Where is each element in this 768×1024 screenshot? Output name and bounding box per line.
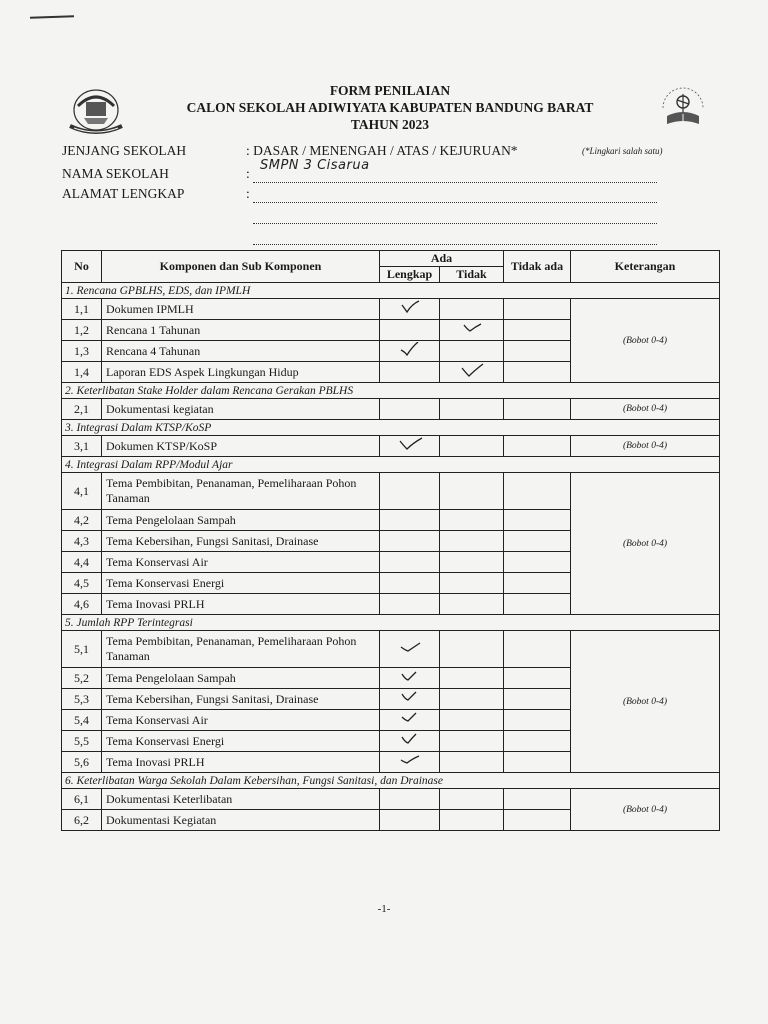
tidak-ada-cell[interactable] bbox=[504, 594, 571, 615]
checkmark-icon bbox=[397, 711, 423, 725]
lengkap-cell[interactable] bbox=[380, 710, 440, 731]
table-row bbox=[62, 473, 720, 510]
lengkap-cell[interactable] bbox=[380, 810, 440, 831]
tidak-cell[interactable] bbox=[440, 510, 504, 531]
row-no: 1,3 bbox=[62, 341, 102, 362]
keterangan-cell: (Bobot 0-4) bbox=[571, 789, 720, 831]
tidak-ada-cell[interactable] bbox=[504, 362, 571, 383]
col-keterangan-header: Keterangan bbox=[571, 251, 720, 283]
row-no: 4,1 bbox=[62, 473, 102, 510]
table-row bbox=[62, 436, 720, 457]
col-ada-header: Ada bbox=[380, 251, 504, 267]
tidak-ada-cell[interactable] bbox=[504, 631, 571, 668]
checkmark-icon bbox=[397, 300, 423, 314]
checkmark-icon bbox=[397, 753, 423, 767]
row-no: 5,4 bbox=[62, 710, 102, 731]
tidak-cell[interactable] bbox=[440, 341, 504, 362]
col-no-header: No bbox=[62, 251, 102, 283]
tidak-cell[interactable] bbox=[440, 731, 504, 752]
tidak-ada-cell[interactable] bbox=[504, 731, 571, 752]
tidak-ada-cell[interactable] bbox=[504, 473, 571, 510]
row-no: 5,5 bbox=[62, 731, 102, 752]
lengkap-cell[interactable] bbox=[380, 299, 440, 320]
keterangan-cell: (Bobot 0-4) bbox=[571, 436, 720, 457]
tidak-ada-cell[interactable] bbox=[504, 399, 571, 420]
lengkap-cell[interactable] bbox=[380, 473, 440, 510]
header-row-1 bbox=[62, 251, 720, 267]
tidak-cell[interactable] bbox=[440, 573, 504, 594]
tidak-cell[interactable] bbox=[440, 473, 504, 510]
lengkap-cell[interactable] bbox=[380, 631, 440, 668]
row-label: Tema Inovasi PRLH bbox=[102, 594, 380, 615]
tidak-cell[interactable] bbox=[440, 631, 504, 668]
col-tidak-ada-header: Tidak ada bbox=[504, 251, 571, 283]
row-label: Dokumen KTSP/KoSP bbox=[102, 436, 380, 457]
header-year: TAHUN 2023 bbox=[350, 117, 430, 132]
row-no: 5,2 bbox=[62, 668, 102, 689]
tidak-cell[interactable] bbox=[440, 531, 504, 552]
tidak-cell[interactable] bbox=[440, 399, 504, 420]
row-label: Tema Konservasi Energi bbox=[102, 731, 380, 752]
col-lengkap-header: Lengkap bbox=[380, 267, 440, 283]
page-number: -1- bbox=[377, 903, 391, 915]
tidak-ada-cell[interactable] bbox=[504, 552, 571, 573]
row-label: Tema Konservasi Air bbox=[102, 710, 380, 731]
tidak-cell[interactable] bbox=[440, 594, 504, 615]
col-komponen-header: Komponen dan Sub Komponen bbox=[102, 251, 380, 283]
checkmark-icon bbox=[397, 732, 423, 746]
tidak-ada-cell[interactable] bbox=[504, 436, 571, 457]
row-label: Dokumen IPMLH bbox=[102, 299, 380, 320]
row-label: Tema Pengelolaan Sampah bbox=[102, 668, 380, 689]
form-header bbox=[140, 82, 640, 133]
section-row bbox=[62, 420, 720, 436]
row-no: 1,4 bbox=[62, 362, 102, 383]
row-no: 1,2 bbox=[62, 320, 102, 341]
tidak-cell[interactable] bbox=[440, 689, 504, 710]
checkmark-icon bbox=[397, 690, 423, 704]
row-no: 2,1 bbox=[62, 399, 102, 420]
row-label: Dokumentasi kegiatan bbox=[102, 399, 380, 420]
checkmark-icon bbox=[397, 342, 423, 356]
nama-dotted-line bbox=[253, 181, 657, 183]
col-tidak-header: Tidak bbox=[440, 267, 504, 283]
section-title-6: 6. Keterlibatan Warga Sekolah Dalam Kebersihan, Fungsi Sanitasi, dan Drainase bbox=[62, 773, 720, 789]
row-no: 4,3 bbox=[62, 531, 102, 552]
tidak-ada-cell[interactable] bbox=[504, 341, 571, 362]
row-no: 3,1 bbox=[62, 436, 102, 457]
tidak-cell[interactable] bbox=[440, 320, 504, 341]
bandung-barat-emblem-icon bbox=[66, 84, 126, 138]
row-no: 4,2 bbox=[62, 510, 102, 531]
row-label: Laporan EDS Aspek Lingkungan Hidup bbox=[102, 362, 380, 383]
section-title-2: 2. Keterlibatan Stake Holder dalam Rencana Gerakan PBLHS bbox=[62, 383, 720, 399]
lengkap-cell[interactable] bbox=[380, 668, 440, 689]
lengkap-cell[interactable] bbox=[380, 689, 440, 710]
header-subtitle: CALON SEKOLAH ADIWIYATA KABUPATEN BANDUNG BARAT bbox=[186, 100, 594, 115]
nama-prefix: : bbox=[246, 166, 250, 181]
nama-label: NAMA SEKOLAH bbox=[62, 166, 169, 181]
row-no: 5,1 bbox=[62, 631, 102, 668]
lengkap-cell[interactable] bbox=[380, 552, 440, 573]
row-label: Tema Pengelolaan Sampah bbox=[102, 510, 380, 531]
tidak-ada-cell[interactable] bbox=[504, 299, 571, 320]
header-title: FORM PENILAIAN bbox=[329, 83, 451, 98]
checkmark-icon bbox=[397, 437, 423, 451]
lengkap-cell[interactable] bbox=[380, 789, 440, 810]
alamat-dotted-line-2[interactable] bbox=[253, 222, 657, 224]
tidak-ada-cell[interactable] bbox=[504, 510, 571, 531]
adiwiyata-logo-icon bbox=[655, 78, 711, 134]
row-no: 6,2 bbox=[62, 810, 102, 831]
row-label: Rencana 1 Tahunan bbox=[102, 320, 380, 341]
lengkap-cell[interactable] bbox=[380, 531, 440, 552]
row-label: Dokumentasi Keterlibatan bbox=[102, 789, 380, 810]
table-row bbox=[62, 299, 720, 320]
row-label: Tema Pembibitan, Penanaman, Pemeliharaan Pohon Tanaman bbox=[102, 631, 380, 668]
row-label: Dokumentasi Kegiatan bbox=[102, 810, 380, 831]
section-row bbox=[62, 615, 720, 631]
jenjang-note: (*Lingkari salah satu) bbox=[582, 146, 663, 156]
tidak-ada-cell[interactable] bbox=[504, 573, 571, 594]
keterangan-cell: (Bobot 0-4) bbox=[571, 631, 720, 773]
tidak-cell[interactable] bbox=[440, 752, 504, 773]
lengkap-cell[interactable] bbox=[380, 752, 440, 773]
table-row bbox=[62, 631, 720, 668]
keterangan-cell: (Bobot 0-4) bbox=[571, 299, 720, 383]
alamat-dotted-line-1[interactable] bbox=[253, 201, 657, 203]
lengkap-cell[interactable] bbox=[380, 731, 440, 752]
nama-handwritten-value[interactable]: SMPN 3 Cisarua bbox=[260, 158, 370, 173]
tidak-ada-cell[interactable] bbox=[504, 810, 571, 831]
row-label: Tema Inovasi PRLH bbox=[102, 752, 380, 773]
section-row bbox=[62, 283, 720, 299]
tidak-ada-cell[interactable] bbox=[504, 320, 571, 341]
row-no: 1,1 bbox=[62, 299, 102, 320]
alamat-dotted-line-3[interactable] bbox=[253, 243, 657, 245]
alamat-prefix: : bbox=[246, 186, 250, 201]
jenjang-label: JENJANG SEKOLAH bbox=[62, 143, 187, 158]
tidak-cell[interactable] bbox=[440, 668, 504, 689]
alamat-label: ALAMAT LENGKAP bbox=[62, 186, 185, 201]
lengkap-cell[interactable] bbox=[380, 341, 440, 362]
tidak-ada-cell[interactable] bbox=[504, 668, 571, 689]
tidak-cell[interactable] bbox=[440, 436, 504, 457]
checkmark-icon bbox=[459, 363, 485, 377]
lengkap-cell[interactable] bbox=[380, 399, 440, 420]
row-no: 5,3 bbox=[62, 689, 102, 710]
row-no: 4,6 bbox=[62, 594, 102, 615]
lengkap-cell[interactable] bbox=[380, 320, 440, 341]
lengkap-cell[interactable] bbox=[380, 362, 440, 383]
row-label: Tema Konservasi Energi bbox=[102, 573, 380, 594]
row-no: 4,5 bbox=[62, 573, 102, 594]
tidak-ada-cell[interactable] bbox=[504, 710, 571, 731]
section-title-1: 1. Rencana GPBLHS, EDS, dan IPMLH bbox=[62, 283, 720, 299]
checkmark-icon bbox=[459, 321, 485, 335]
lengkap-cell[interactable] bbox=[380, 573, 440, 594]
checkmark-icon bbox=[397, 640, 423, 654]
section-row bbox=[62, 773, 720, 789]
section-row bbox=[62, 457, 720, 473]
assessment-table bbox=[61, 250, 720, 831]
checkmark-icon bbox=[397, 669, 423, 683]
lengkap-cell[interactable] bbox=[380, 510, 440, 531]
row-label: Tema Pembibitan, Penanaman, Pemeliharaan Pohon Tanaman bbox=[102, 473, 380, 510]
tidak-cell[interactable] bbox=[440, 299, 504, 320]
row-no: 6,1 bbox=[62, 789, 102, 810]
tidak-ada-cell[interactable] bbox=[504, 531, 571, 552]
table-row bbox=[62, 399, 720, 420]
section-row bbox=[62, 383, 720, 399]
section-title-3: 3. Integrasi Dalam KTSP/KoSP bbox=[62, 420, 720, 436]
jenjang-value: : DASAR / MENENGAH / ATAS / KEJURUAN* bbox=[246, 143, 518, 158]
row-label: Rencana 4 Tahunan bbox=[102, 341, 380, 362]
section-title-5: 5. Jumlah RPP Terintegrasi bbox=[62, 615, 720, 631]
keterangan-cell: (Bobot 0-4) bbox=[571, 473, 720, 615]
keterangan-cell: (Bobot 0-4) bbox=[571, 399, 720, 420]
table-row bbox=[62, 789, 720, 810]
lengkap-cell[interactable] bbox=[380, 436, 440, 457]
tidak-ada-cell[interactable] bbox=[504, 752, 571, 773]
section-title-4: 4. Integrasi Dalam RPP/Modul Ajar bbox=[62, 457, 720, 473]
tidak-cell[interactable] bbox=[440, 789, 504, 810]
lengkap-cell[interactable] bbox=[380, 594, 440, 615]
row-no: 4,4 bbox=[62, 552, 102, 573]
row-label: Tema Konservasi Air bbox=[102, 552, 380, 573]
tidak-ada-cell[interactable] bbox=[504, 689, 571, 710]
tidak-cell[interactable] bbox=[440, 552, 504, 573]
row-label: Tema Kebersihan, Fungsi Sanitasi, Drainase bbox=[102, 689, 380, 710]
tidak-ada-cell[interactable] bbox=[504, 789, 571, 810]
tidak-cell[interactable] bbox=[440, 362, 504, 383]
tidak-cell[interactable] bbox=[440, 710, 504, 731]
row-label: Tema Kebersihan, Fungsi Sanitasi, Drainase bbox=[102, 531, 380, 552]
row-no: 5,6 bbox=[62, 752, 102, 773]
scan-mark bbox=[30, 15, 74, 19]
tidak-cell[interactable] bbox=[440, 810, 504, 831]
